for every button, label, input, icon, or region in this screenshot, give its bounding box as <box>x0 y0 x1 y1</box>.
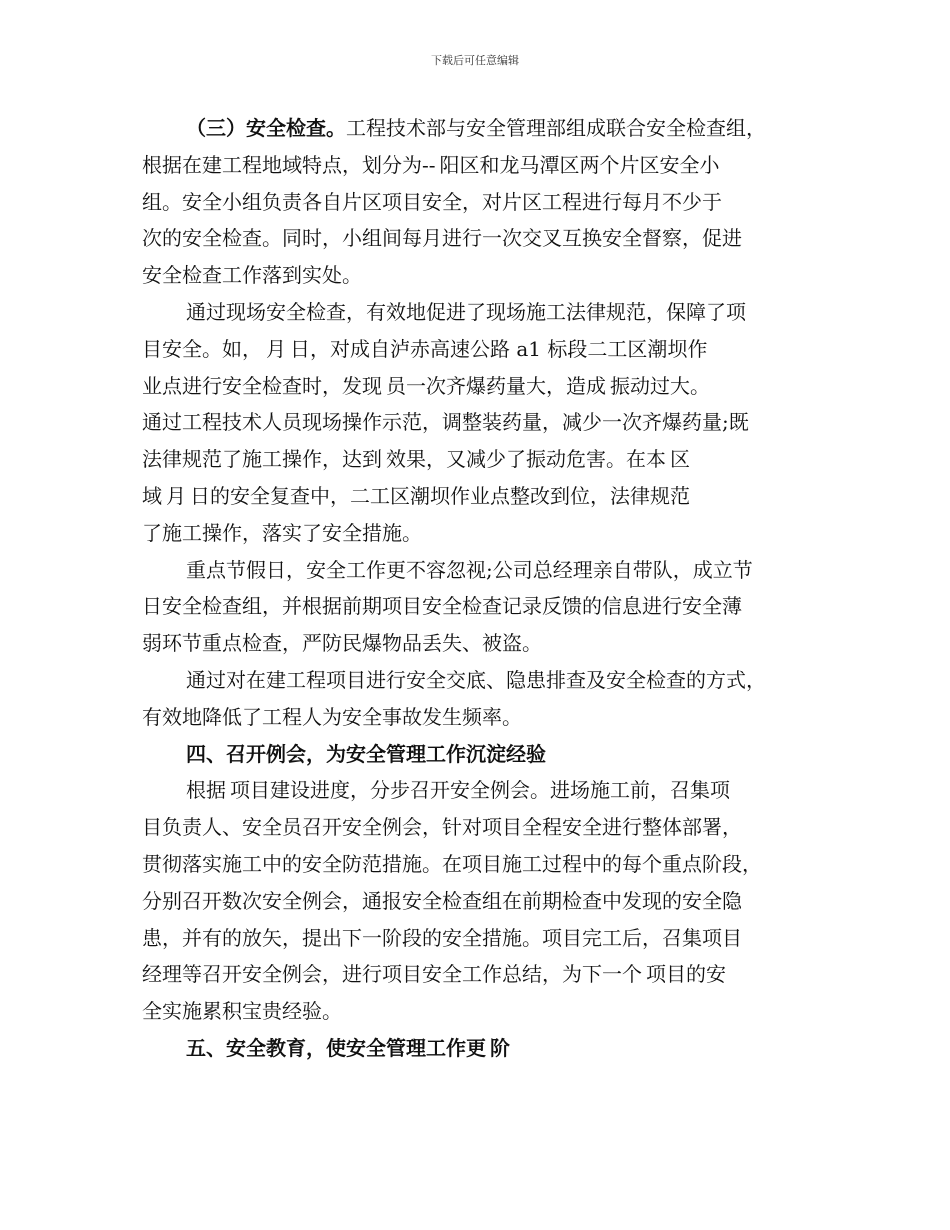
section-heading <box>142 1030 822 1067</box>
paragraph-line <box>142 441 822 478</box>
text-run: 了施工操作，落实了安全措施。 <box>142 520 422 545</box>
paragraph-line <box>142 625 822 662</box>
text-run: 通过对在建工程项目进行安全交底、隐患排查及安全检查的方式， <box>186 667 766 692</box>
text-run: 安全检查工作落到实处。 <box>142 263 362 288</box>
paragraph-line <box>142 662 822 699</box>
paragraph-line <box>142 257 822 294</box>
paragraph-line <box>142 368 822 405</box>
text-run: 项目建设进度，分步召开安全例会。进场施工前，召集项 <box>230 778 730 803</box>
paragraph-line <box>142 993 822 1030</box>
section-title: （三）安全检查。 <box>186 116 346 140</box>
text-run: 经理等召开安全例会，进行项目安全工作总结，为下一个 <box>142 962 642 987</box>
paragraph-line <box>142 699 822 736</box>
text-run: 振动过大。 <box>610 373 710 398</box>
text-run: 弱环节重点检查，严防民爆物品丢失、被盗。 <box>142 631 542 656</box>
text-run: 效果，又减少了振动危害。在本 <box>386 447 666 472</box>
paragraph-line <box>142 331 822 368</box>
text-run: 日，对成自泸赤高速公路 a1 标段二工区潮坝作 <box>290 336 708 361</box>
text-run: 员一次齐爆药量大，造成 <box>386 373 606 398</box>
text-run: 目负责人、安全员召开安全例会，针对项目全程安全进行整体部署， <box>142 815 742 840</box>
paragraph-line <box>142 184 822 221</box>
paragraph-line <box>142 294 822 331</box>
text-run: 阳区和龙马潭区两个片区安全小 <box>439 152 720 177</box>
text-run: 项目的安 <box>646 962 726 987</box>
text-run: 法律规范了施工操作，达到 <box>142 447 382 472</box>
text-run: 业点进行安全检查时，发现 <box>142 373 382 398</box>
text-run: 重点节假日，安全工作更不容忽视;公司总经理亲自带队，成立节 <box>186 557 753 582</box>
heading-text: 五、安全教育，使安全管理工作更 <box>186 1035 486 1060</box>
paragraph-line <box>142 772 822 809</box>
section-heading <box>142 736 822 773</box>
paragraph-line <box>142 588 822 625</box>
text-run: 域 <box>142 483 162 508</box>
text-run: 次的安全检查。同时，小组间每月进行一次交叉互换安全督察，促进 <box>142 226 742 251</box>
text-run: 区 <box>670 447 690 472</box>
paragraph-line <box>142 147 822 184</box>
paragraph-line <box>142 920 822 957</box>
text-run: 日安全检查组，并根据前期项目安全检查记录反馈的信息进行安全薄 <box>142 594 742 619</box>
paragraph-line <box>142 110 822 147</box>
text-run: 通过工程技术人员现场操作示范，调整装药量，减少一次齐爆药量;既 <box>142 410 749 435</box>
paragraph-line <box>142 846 822 883</box>
paragraph-line <box>142 515 822 552</box>
paragraph-line <box>142 552 822 589</box>
text-run: 根据在建工程地域特点，划分为-- <box>142 152 436 177</box>
text-run: 日的安全复查中，二工区潮坝作业点整改到位，法律规范 <box>190 483 690 508</box>
text-run: 工程技术部与安全管理部组成联合安全检查组， <box>346 116 766 140</box>
paragraph-line <box>142 404 822 441</box>
text-run: 组。安全小组负责各自片区项目安全，对片区工程进行每月不少于 <box>142 189 722 214</box>
paragraph-line <box>142 478 822 515</box>
text-run: 患，并有的放矢，提出下一阶段的安全措施。项目完工后，召集项目 <box>142 925 742 950</box>
text-run: 全实施累积宝贵经验。 <box>142 999 342 1024</box>
text-run: 贯彻落实施工中的安全防范措施。在项目施工过程中的每个重点阶段， <box>142 851 762 876</box>
text-run: 根据 <box>186 778 226 803</box>
paragraph-line <box>142 956 822 993</box>
text-run: 月 <box>166 483 186 508</box>
heading-text: 四、召开例会，为安全管理工作沉淀经验 <box>186 741 546 766</box>
text-run: 有效地降低了工程人为安全事故发生频率。 <box>142 704 522 729</box>
text-run: 目安全。如， <box>142 336 262 361</box>
heading-text: 阶 <box>490 1035 510 1060</box>
text-run: 分别召开数次安全例会，通报安全检查组在前期检查中发现的安全隐 <box>142 888 742 913</box>
paragraph-line <box>142 883 822 920</box>
paragraph-line <box>142 809 822 846</box>
text-run: 通过现场安全检查，有效地促进了现场施工法律规范，保障了项 <box>186 299 746 324</box>
document-body <box>142 110 822 1067</box>
page-header: 下载后可任意编辑 <box>431 54 519 67</box>
paragraph-line <box>142 220 822 257</box>
text-run: 月 <box>266 336 286 361</box>
